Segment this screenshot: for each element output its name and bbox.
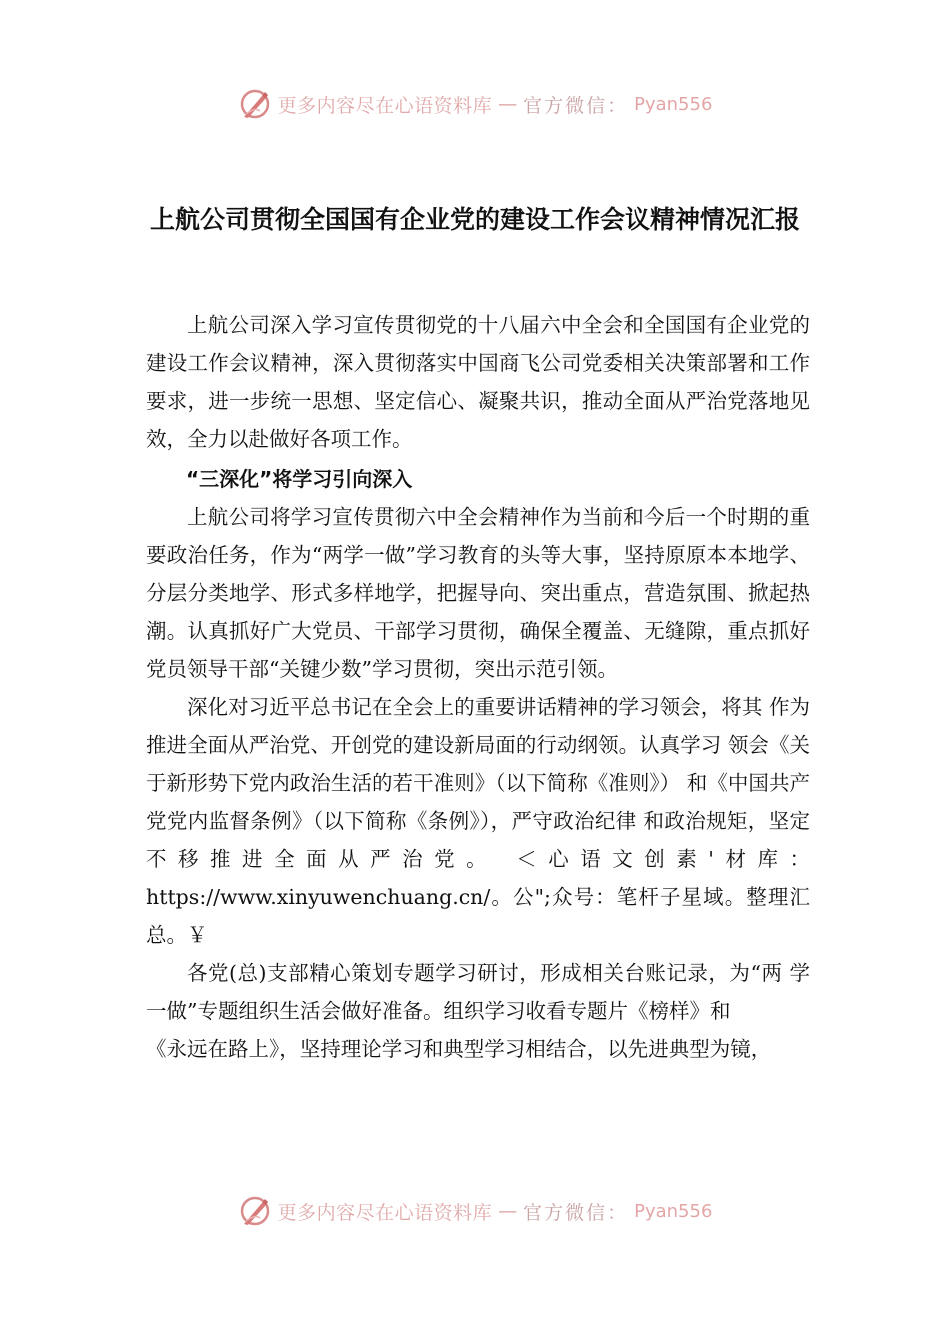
document-body <box>146 306 810 1068</box>
pen-logo-icon <box>238 87 272 121</box>
paragraph-branches: 各党(总)支部精心策划专题学习研讨，形成相关台账记录，为“两 学一做”专题组织生活会做好准备。组织学习收看专题片《榜样》和 <box>146 961 810 1023</box>
watermark-label: 官方微信： <box>523 1201 629 1224</box>
watermark-separator: — <box>498 93 518 115</box>
watermark-label: 官方微信： <box>523 94 629 117</box>
section-heading: “三深化”将学习引向深入 <box>186 467 413 491</box>
watermark-text: 更多内容尽在心语资料库 <box>277 1201 493 1224</box>
paragraph-deepen: 深化对习近平总书记在全会上的重要讲话精神的学习领会，将其 作为推进全面从严治党、开创党的建设新局面的行动纲领。认真学习 领会《关于新形势下党内政治生活的若干准则》（以下简称《准则》） 和《中国共产党党内监督条例》（以下简称《条例》），严守政治纪律 和政治规矩，坚定不移推进全面从严治党。 ＜心语文创素'材库：https://www.xinyuwenchuang.cn/。公";众号：笔杆子星域。整理汇总。￥ <box>146 695 810 947</box>
watermark-separator: — <box>498 1200 518 1222</box>
watermark-header <box>0 84 950 124</box>
paragraph-intro: 上航公司深入学习宣传贯彻党的十八届六中全会和全国国有企业党的建设工作会议精神，深入贯彻落实中国商飞公司党委相关决策部署和工作要求，进一步统一思想、坚定信心、凝聚共识，推动全面从严治党落地见效，全力以赴做好各项工作。 <box>146 313 810 451</box>
document-title: 上航公司贯彻全国国有企业党的建设工作会议精神情况汇报 <box>149 205 800 234</box>
watermark-id: Pyan556 <box>634 93 713 115</box>
paragraph-continuation: 《永远在路上》，坚持理论学习和典型学习相结合，以先进典型为镜， <box>146 1037 772 1061</box>
pen-logo-icon <box>238 1194 272 1228</box>
watermark-footer <box>0 1191 950 1231</box>
paragraph-study: 上航公司将学习宣传贯彻六中全会精神作为当前和今后一个时期的重要政治任务，作为“两学一做”学习教育的头等大事，坚持原原本本地学、分层分类地学、形式多样地学，把握导向、突出重点，营造氛围、掀起热潮。认真抓好广大党员、干部学习贯彻，确保全覆盖、无缝隙，重点抓好党员领导干部“关键少数”学习贯彻，突出示范引领。 <box>146 505 810 681</box>
watermark-id: Pyan556 <box>634 1200 713 1222</box>
watermark-text: 更多内容尽在心语资料库 <box>277 94 493 117</box>
